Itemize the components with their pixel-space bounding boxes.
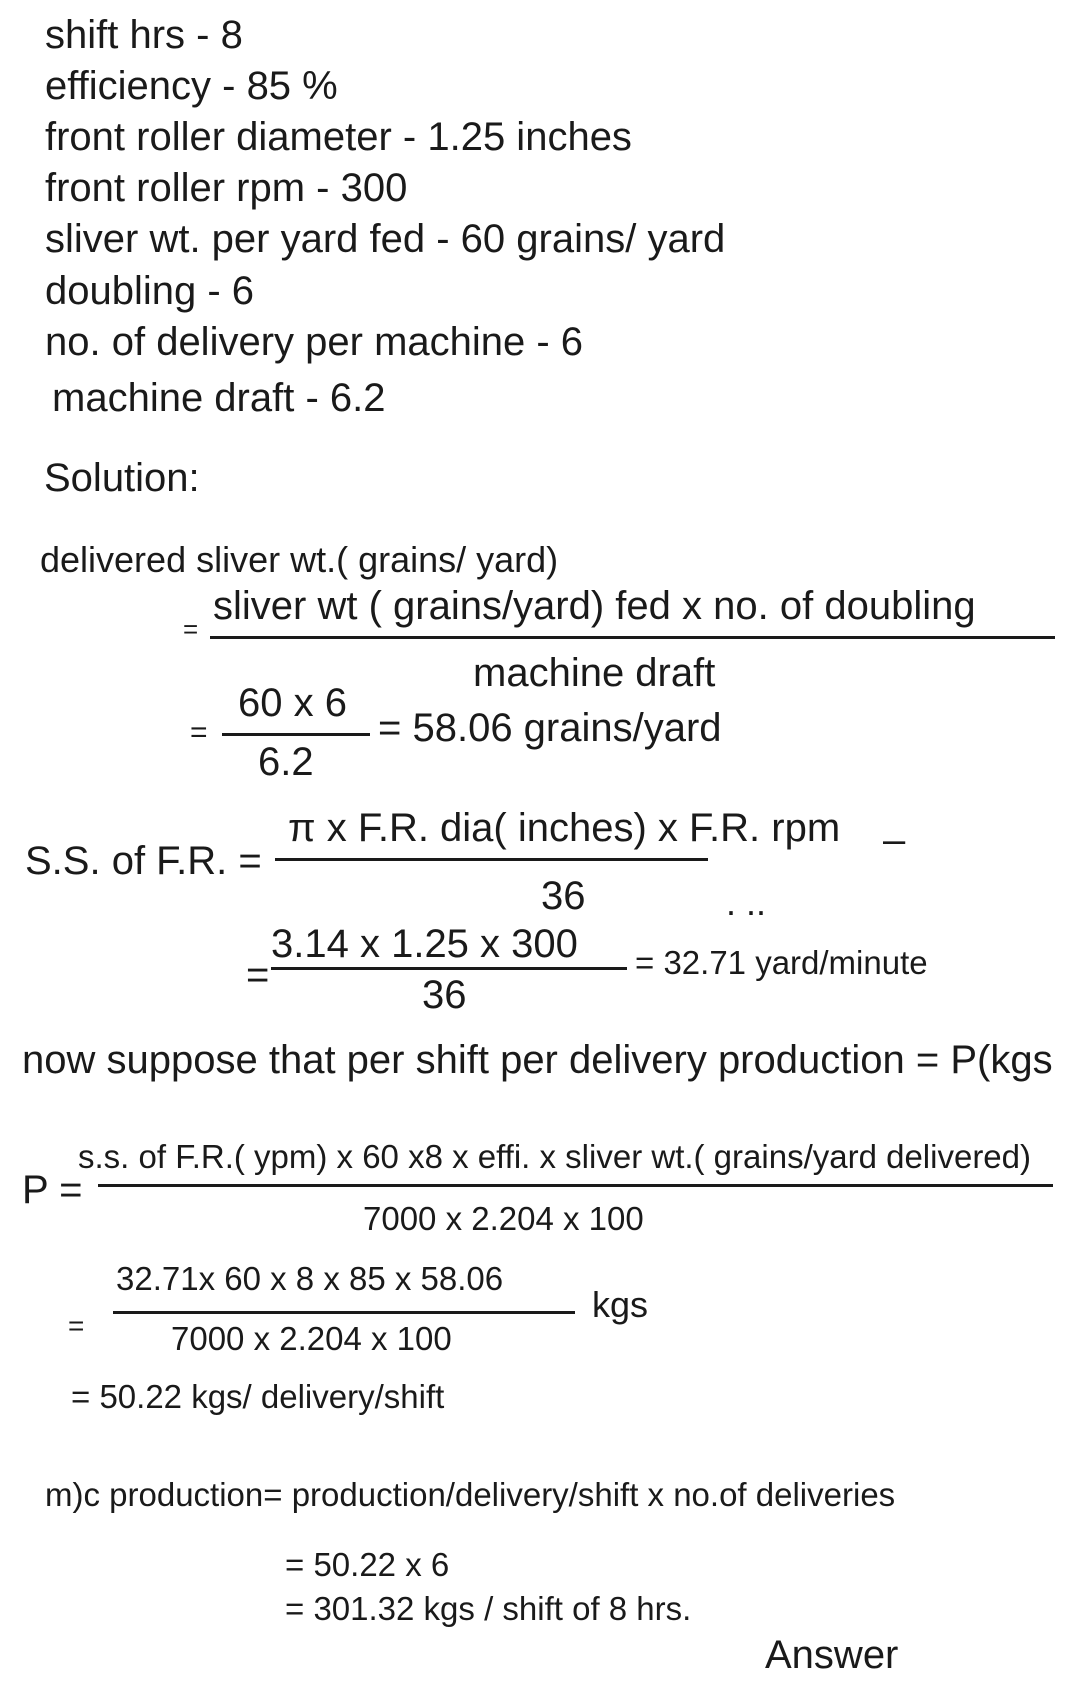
given-shift-hrs: shift hrs - 8 <box>45 13 243 57</box>
delivered-formula-numerator: sliver wt ( grains/yard) fed x no. of doubling <box>213 584 976 628</box>
given-deliveries-per-machine: no. of delivery per machine - 6 <box>45 320 584 364</box>
given-machine-draft: machine draft - 6.2 <box>52 376 386 420</box>
production-formula-denominator: 7000 x 2.204 x 100 <box>363 1200 644 1237</box>
given-efficiency: efficiency - 85 % <box>45 64 338 108</box>
surface-speed-label: S.S. of F.R. = <box>25 839 262 883</box>
machine-production-step1: = 50.22 x 6 <box>285 1546 450 1583</box>
delivered-formula-denominator: machine draft <box>473 651 716 695</box>
surface-speed-dash: – <box>883 818 906 862</box>
surface-speed-step-fraction-bar <box>271 967 627 970</box>
delivered-result: = 58.06 grains/yard <box>378 706 722 750</box>
solution-heading: Solution: <box>44 456 200 500</box>
surface-speed-step-denominator: 36 <box>422 973 467 1017</box>
surface-speed-marks: . .. <box>726 882 767 923</box>
given-front-roller-rpm: front roller rpm - 300 <box>45 166 408 210</box>
surface-speed-result: = 32.71 yard/minute <box>635 944 928 981</box>
production-formula-numerator: s.s. of F.R.( ypm) x 60 x8 x effi. x sliver wt.( grains/yard delivered) <box>78 1138 1032 1175</box>
machine-production-formula: m)c production= production/delivery/shift x no.of deliveries <box>45 1476 896 1513</box>
surface-speed-numerator: π x F.R. dia( inches) x F.R. rpm <box>288 806 841 850</box>
surface-speed-fraction-bar <box>275 858 708 861</box>
delivered-sliver-label: delivered sliver wt.( grains/ yard) <box>40 539 559 580</box>
production-step-fraction-bar <box>113 1311 575 1314</box>
machine-production-step2: = 301.32 kgs / shift of 8 hrs. <box>285 1590 692 1627</box>
surface-speed-step-numerator: 3.14 x 1.25 x 300 <box>271 922 578 966</box>
delivered-equals: = <box>183 614 199 644</box>
given-sliver-weight-fed: sliver wt. per yard fed - 60 grains/ yard <box>45 217 726 261</box>
production-formula-fraction-bar <box>98 1184 1053 1187</box>
delivered-step-fraction-bar <box>222 733 370 736</box>
answer-label: Answer <box>765 1633 899 1677</box>
delivered-step-numerator: 60 x 6 <box>238 681 347 725</box>
production-label: P = <box>22 1168 83 1212</box>
delivered-step-equals: = <box>190 716 208 749</box>
given-doubling: doubling - 6 <box>45 269 255 313</box>
production-step-numerator: 32.71x 60 x 8 x 85 x 58.06 <box>116 1260 504 1297</box>
delivered-formula-fraction-bar <box>210 636 1055 639</box>
suppose-statement: now suppose that per shift per delivery production = P(kgs <box>22 1038 1053 1082</box>
production-unit: kgs <box>592 1284 649 1325</box>
surface-speed-denominator: 36 <box>541 874 586 918</box>
delivered-step-denominator: 6.2 <box>258 740 314 784</box>
surface-speed-step-equals: = <box>246 953 270 997</box>
given-front-roller-diameter: front roller diameter - 1.25 inches <box>45 115 632 159</box>
production-step-equals: = <box>68 1310 85 1341</box>
production-result: = 50.22 kgs/ delivery/shift <box>71 1378 445 1415</box>
production-step-denominator: 7000 x 2.204 x 100 <box>171 1320 452 1357</box>
